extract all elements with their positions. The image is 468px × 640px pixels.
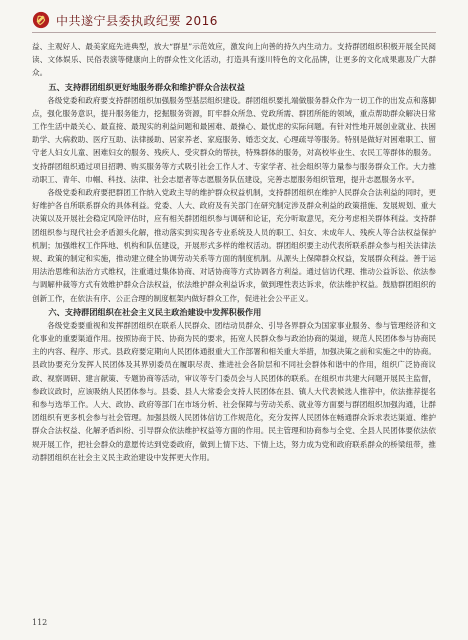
header-title: 中共遂宁县委执政纪要 2016 <box>56 14 218 28</box>
section-heading-6: 六、支持群团组织在社会主义民主政治建设中发挥积极作用 <box>48 306 262 317</box>
section-heading-5: 五、支持群团组织更好地服务群众和维护群众合法权益 <box>48 81 245 92</box>
paragraph-1: 益、主观好人、最美家庭先进典型，放大“群星”示范效应，激发向上向善的持久内生动力。支持群团组织积极开展全民阅读、文体娱乐、民俗表演等健康向上的群众性文化活动，打造具有遂川特色的文化品牌，让更多的文化成果惠及广大群众。 <box>32 42 436 78</box>
paragraph-2: 各级党委和政府要支持群团组织加强服务型基层组织建设。群团组织要扎端做服务群众作为一切工作的出发点和落脚点，强化服务意识，提升服务能力，挖掘服务资源，盯牢群众所急、党政所需、群团所能的领域，重点帮助群众解决日常工作生活中最关心、最直接、最现实的利益问题和最困难、最操心、最忧虑的实际问题。有针对性地开展创业就业、扶困助学、大病救助、医疗互助、法律援助、居家养老、家庭服务、婚恋交友、心理疏导等服务。特别是做好对困难职工、留守老人妇女儿童、困难妇女的服务、残疾人、受灾群众的帮扶，特殊群体的服务，对高校毕业生、农民工等群体的服务。支持群团组织通过项目招聘、购买服务等方式吸引社会工作人才、专家学者、社会组织等力量参与服务群众工作。大力推动职工、青年、巾帼、科技、法律、社会志愿者等志愿服务队伍建设，完善志愿服务组织管理，提升志愿服务水平。 <box>32 95 436 184</box>
paragraph-3: 各级党委和政府要把群团工作纳入党政主导的维护群众权益机制，支持群团组织在维护人民群众合法利益的同时，更好维护各自所联系群众的具体利益。党委、人大、政府及有关部门在研究制定涉及群众利益的政策措施、发展规划、重大决策以及开展社会稳定风险评估时，应有相关群团组织参与调研和论证，充分听取意见，充分考虑相关群体利益。支持群团组织参与现代社会矛盾源头化解，推动落实到实现各专业系统及人员的职工、妇女、未成年人、残疾人等合法权益保护机制；加强维权工作阵地、机构和队伍建设，开展形式多样的维权活动。群团组织要主动代表所联系群众参与相关法律法规、政策的制定和实施，推动建立健全协调劳动关系等方面的制度机制。从源头上保障群众权益，发展群众利益。善于运用法治思维和法治方式维权，注重通过集体协商、对话协商等方式协调各方利益。通过信访代理、推动公益诉讼、依法参与调解仲裁等方式有效维护群众合法权益，依法维护群众利益诉求，做到理性表达诉求，依法维护权益。鼓励群团组织的创新工作，在依法有序、公正合理的制度框架内做好群众工作，促进社会公平正义。 <box>32 188 436 303</box>
page-number: 112 <box>32 618 48 627</box>
party-emblem-icon <box>32 11 50 29</box>
paragraph-4: 各级党委要重视和发挥群团组织在联系人民群众、团结动员群众、引导各界群众为国家事业服务、参与管理经济和文化事业的重要渠道作用。按照协商于民、协商为民的要求，拓宽人民群众参与政治协商的渠道，规范人民团体参与协商民主的内容、程序、形式。县政府要定期向人民团体通报重大工作部署和相关重大举措，加强决策之前和实施之中的协商。县政协要充分发挥人民团体及其界别委员在履职尽责、推进社会各阶层和不同社会群体和谐中的作用，组织广泛协商议政、视察调研、建言献策、专题协商等活动，审议等专门委员会与人民团体的联系。在组织市共建大问题开展民主监督，参政议政时，应该吸纳人民团体参与。县委、县人大常委会支持人民团体在县、镇人大代表候选人推荐中，依法推荐提名和参与选举工作。人大、政协、政府等部门在市场分析、社会保障与劳动关系、就业等方面要与群团组织加强沟通，让群团组织有更多机会参与社会管理。加强县级人民团体信访工作规范化，充分发挥人民团体在畅通群众诉求表达渠道、维护群众合法权益、化解矛盾纠纷、引导群众依法维护权益等方面的作用。民主管理和协商参与全党、全县人民团体要依法依规开展工作，把社会群众的意愿传达到党委政府，做到上情下达、下情上达，努力成为党和政府联系群众的桥梁纽带，推动群团组织在社会主义民主政治建设中发挥更大作用。 <box>32 320 436 462</box>
document-body <box>32 40 436 464</box>
header-divider <box>32 32 436 33</box>
page-header <box>20 8 448 40</box>
